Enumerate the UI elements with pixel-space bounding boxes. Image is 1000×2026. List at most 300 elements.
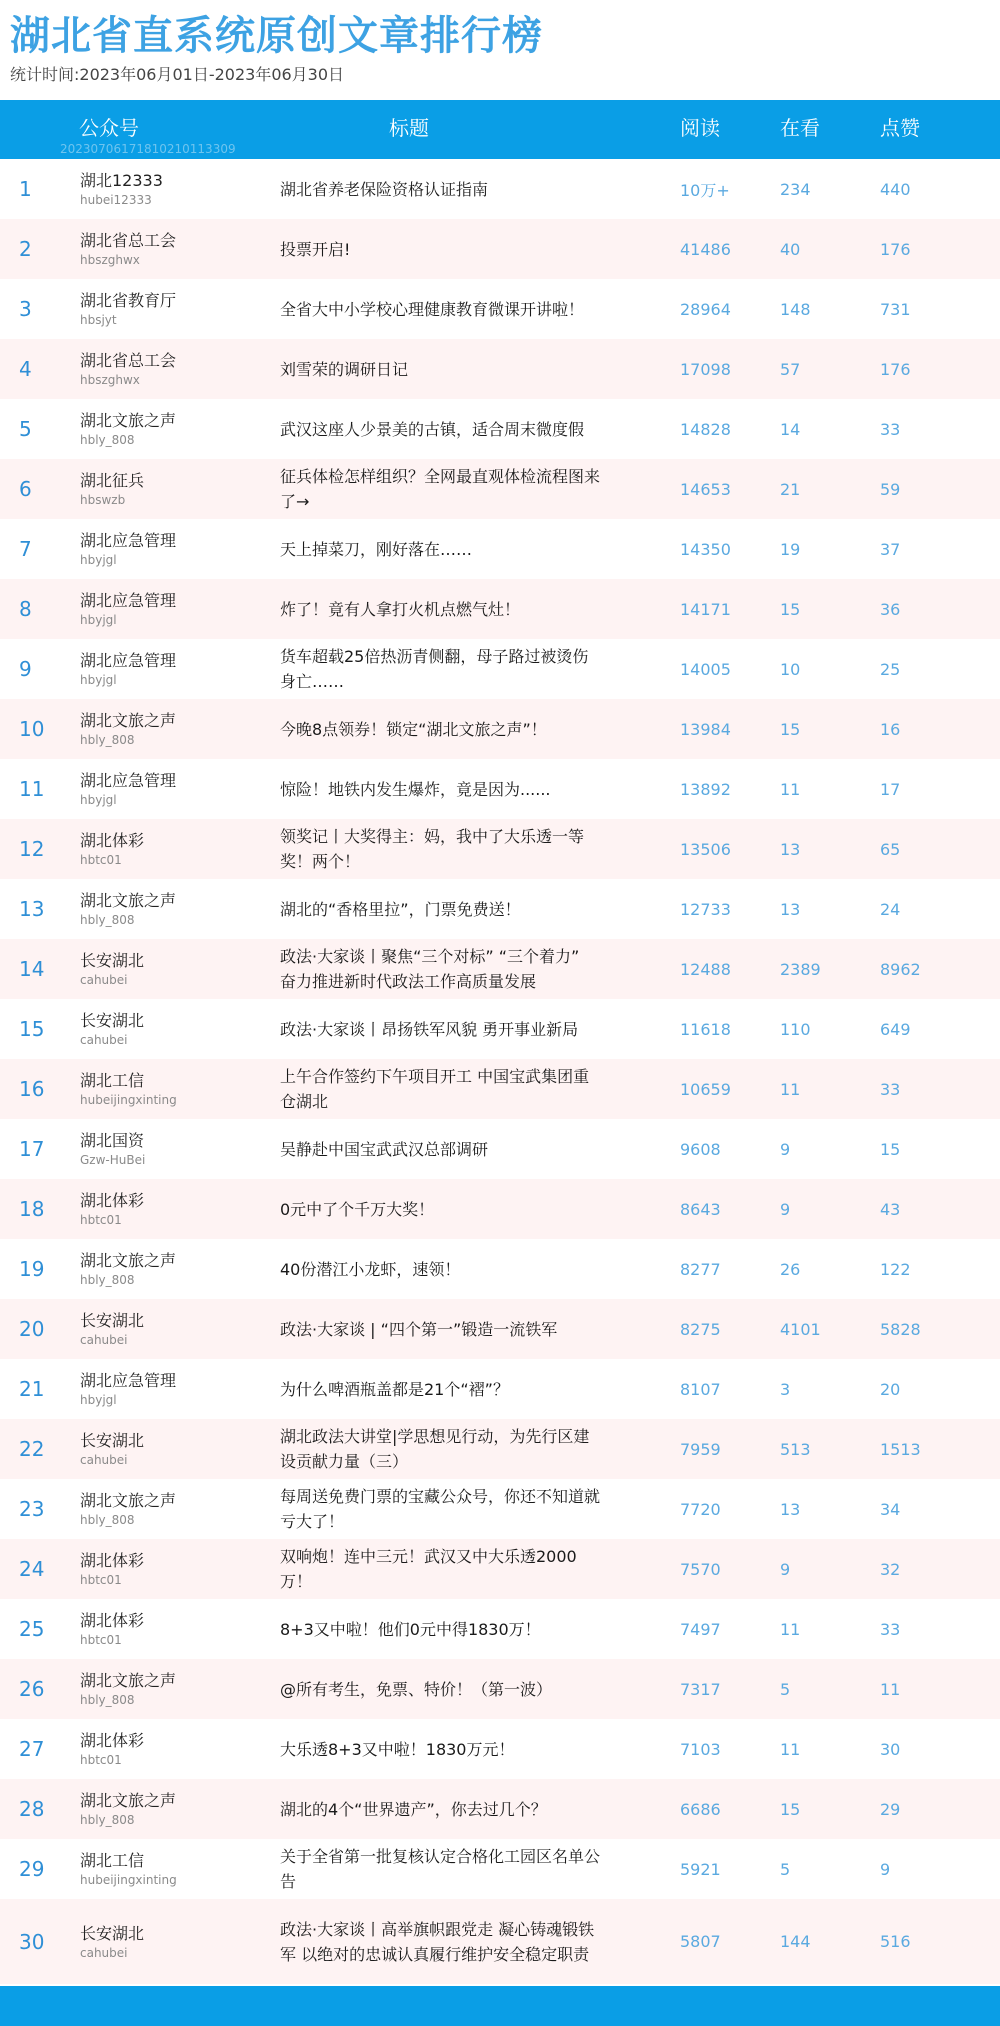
watch-count: 10	[780, 659, 801, 679]
article-title[interactable]: 湖北省养老保险资格认证指南	[280, 179, 489, 199]
article-title[interactable]: 今晚8点领券！锁定“湖北文旅之声”！	[280, 719, 547, 739]
watch-count: 15	[780, 1799, 801, 1819]
article-title[interactable]: 征兵体检怎样组织？全网最直观体检流程图来了→	[280, 467, 601, 511]
like-count: 516	[880, 1932, 911, 1951]
article-title-cell	[280, 999, 600, 1059]
watch-count: 3	[780, 1379, 791, 1399]
read-count: 8275	[680, 1319, 721, 1339]
article-title[interactable]: 0元中了个千万大奖！	[280, 1199, 435, 1219]
account-cell	[80, 939, 144, 999]
table-row[interactable]	[0, 1839, 1000, 1899]
article-title-cell	[280, 1539, 600, 1599]
like-count: 16	[880, 719, 901, 739]
article-title-cell	[280, 219, 600, 279]
account-id: Gzw-HuBei	[80, 1153, 146, 1167]
article-title[interactable]: 湖北政法大讲堂|学思想见行动，为先行区建设贡献力量（三）	[280, 1427, 590, 1471]
ranking-table	[0, 159, 1000, 1984]
table-row[interactable]	[0, 1299, 1000, 1359]
account-name: 湖北文旅之声	[80, 1791, 177, 1810]
read-count: 8643	[680, 1199, 721, 1219]
rank-number: 12	[19, 837, 45, 861]
watch-count: 9	[780, 1559, 791, 1579]
account-cell	[80, 639, 176, 699]
read-count: 8277	[680, 1259, 721, 1279]
article-title[interactable]: 每周送免费门票的宝藏公众号，你还不知道就亏大了！	[280, 1487, 601, 1531]
table-row[interactable]	[0, 1659, 1000, 1719]
like-count: 29	[880, 1799, 901, 1819]
account-id: hbyjgl	[80, 673, 117, 687]
watch-count: 144	[780, 1932, 811, 1951]
account-name: 长安湖北	[80, 1923, 145, 1943]
watch-count: 13	[780, 899, 801, 919]
page-header	[0, 0, 1000, 100]
account-id: hbyjgl	[80, 793, 117, 807]
account-name: 湖北文旅之声	[80, 711, 177, 730]
rank-number: 4	[19, 357, 32, 381]
article-title[interactable]: 全省大中小学校心理健康教育微课开讲啦！	[280, 299, 585, 319]
account-id: hbly_808	[80, 1513, 135, 1527]
account-name: 湖北体彩	[80, 1191, 145, 1210]
table-row[interactable]	[0, 1239, 1000, 1299]
account-cell	[80, 1899, 144, 1984]
column-header-watch: 在看	[780, 116, 820, 140]
article-title[interactable]: 投票开启!	[280, 239, 351, 259]
like-count: 649	[880, 1019, 911, 1039]
like-count: 33	[880, 1079, 901, 1099]
account-id: hbszghwx	[80, 373, 140, 387]
article-title[interactable]: 天上掉菜刀，刚好落在……	[280, 539, 473, 559]
account-id: cahubei	[80, 1945, 128, 1960]
read-count: 17098	[680, 359, 731, 379]
read-count: 14350	[680, 539, 731, 559]
account-cell	[80, 1659, 176, 1719]
read-count: 6686	[680, 1799, 721, 1819]
article-title[interactable]: 领奖记丨大奖得主：妈，我中了大乐透一等奖！两个！	[280, 827, 585, 871]
account-name: 长安湖北	[80, 1011, 145, 1030]
article-title[interactable]: @所有考生，免票、特价！（第一波）	[280, 1679, 553, 1699]
article-title-cell	[280, 159, 600, 219]
account-cell	[80, 999, 144, 1059]
article-title-cell	[280, 459, 600, 519]
read-count: 10659	[680, 1079, 731, 1099]
read-count: 28964	[680, 299, 731, 319]
table-row[interactable]	[0, 1719, 1000, 1779]
rank-number: 2	[19, 237, 32, 261]
read-count: 12488	[680, 959, 731, 979]
rank-number: 1	[19, 177, 32, 201]
watch-count: 9	[780, 1199, 791, 1219]
account-id: hubei12333	[80, 193, 152, 207]
watch-count: 15	[780, 599, 801, 619]
article-title-cell	[280, 879, 600, 939]
watch-count: 9	[780, 1139, 791, 1159]
read-count: 14653	[680, 479, 731, 499]
watch-count: 21	[780, 479, 801, 499]
account-name: 长安湖北	[80, 951, 145, 970]
footer-bar	[0, 1986, 1000, 2026]
rank-number: 6	[19, 477, 32, 501]
like-count: 9	[880, 1859, 891, 1879]
account-cell	[80, 459, 144, 519]
account-cell	[80, 1419, 144, 1479]
read-count: 13892	[680, 779, 731, 799]
like-count: 65	[880, 839, 901, 859]
account-cell	[80, 219, 176, 279]
like-count: 24	[880, 899, 901, 919]
like-count: 33	[880, 1619, 901, 1639]
table-row[interactable]	[0, 1899, 1000, 1984]
watch-count: 11	[780, 779, 801, 799]
read-count: 14005	[680, 659, 731, 679]
like-count: 176	[880, 359, 911, 379]
article-title[interactable]: 8+3又中啦！他们0元中得1830万！	[280, 1619, 541, 1639]
table-row[interactable]	[0, 639, 1000, 699]
table-row[interactable]	[0, 819, 1000, 879]
article-title-cell	[280, 339, 600, 399]
table-row[interactable]	[0, 1479, 1000, 1539]
account-name: 湖北体彩	[80, 831, 145, 850]
rank-number: 28	[19, 1797, 45, 1821]
read-count: 9608	[680, 1139, 721, 1159]
rank-number: 29	[19, 1857, 45, 1881]
read-count: 13984	[680, 719, 731, 739]
like-count: 17	[880, 779, 901, 799]
rank-number: 23	[19, 1497, 45, 1521]
article-title-cell	[280, 1179, 600, 1239]
account-cell	[80, 699, 176, 759]
watch-count: 40	[780, 239, 801, 259]
read-count: 7317	[680, 1679, 721, 1699]
page-title: 湖北省直系统原创文章排行榜	[10, 13, 543, 59]
table-row[interactable]	[0, 699, 1000, 759]
account-cell	[80, 879, 176, 939]
read-count: 11618	[680, 1019, 731, 1039]
account-id: hbly_808	[80, 1813, 135, 1827]
rank-number: 30	[19, 1929, 45, 1954]
rank-number: 14	[19, 957, 45, 981]
account-name: 湖北征兵	[80, 471, 145, 490]
watch-count: 4101	[780, 1319, 821, 1339]
like-count: 176	[880, 239, 911, 259]
table-header	[0, 100, 1000, 159]
watch-count: 5	[780, 1859, 791, 1879]
article-title-cell	[280, 579, 600, 639]
like-count: 20	[880, 1379, 901, 1399]
rank-number: 22	[19, 1437, 45, 1461]
account-cell	[80, 1359, 176, 1419]
account-name: 湖北省总工会	[80, 231, 177, 250]
article-title-cell	[280, 1899, 600, 1984]
account-name: 湖北体彩	[80, 1611, 145, 1630]
account-id: hbyjgl	[80, 553, 117, 567]
like-count: 43	[880, 1199, 901, 1219]
account-cell	[80, 579, 176, 639]
like-count: 122	[880, 1259, 911, 1279]
rank-number: 19	[19, 1257, 45, 1281]
like-count: 34	[880, 1499, 901, 1519]
account-cell	[80, 1239, 176, 1299]
rank-number: 17	[19, 1137, 45, 1161]
rank-number: 24	[19, 1557, 45, 1581]
read-count: 7570	[680, 1559, 721, 1579]
table-row[interactable]	[0, 1059, 1000, 1119]
account-name: 湖北文旅之声	[80, 891, 177, 910]
like-count: 731	[880, 299, 911, 319]
watch-count: 11	[780, 1739, 801, 1759]
rank-number: 13	[19, 897, 45, 921]
read-count: 7497	[680, 1619, 721, 1639]
article-title-cell	[280, 759, 600, 819]
account-name: 湖北应急管理	[80, 651, 177, 670]
article-title-cell	[280, 1719, 600, 1779]
like-count: 30	[880, 1739, 901, 1759]
watch-count: 26	[780, 1259, 801, 1279]
table-row[interactable]	[0, 1779, 1000, 1839]
article-title[interactable]: 政法·大家谈丨聚焦“三个对标” “三个着力” 奋力推进新时代政法工作高质量发展	[280, 947, 580, 991]
read-count: 12733	[680, 899, 731, 919]
account-name: 湖北文旅之声	[80, 1671, 177, 1690]
rank-number: 27	[19, 1737, 45, 1761]
table-row[interactable]	[0, 579, 1000, 639]
watch-count: 13	[780, 839, 801, 859]
account-id: cahubei	[80, 1333, 128, 1347]
article-title[interactable]: 政法·大家谈 | “四个第一”锻造一流铁军	[280, 1319, 558, 1339]
read-count: 7720	[680, 1499, 721, 1519]
account-id: hbyjgl	[80, 613, 117, 627]
table-row[interactable]	[0, 1119, 1000, 1179]
article-title-cell	[280, 939, 600, 999]
rank-number: 10	[19, 717, 45, 741]
account-id: hbsjyt	[80, 313, 117, 327]
account-cell	[80, 759, 176, 819]
read-count: 5921	[680, 1859, 721, 1879]
read-count: 7103	[680, 1739, 721, 1759]
rank-number: 25	[19, 1617, 45, 1641]
account-id: hbtc01	[80, 853, 122, 867]
account-id: hbtc01	[80, 1213, 122, 1227]
account-name: 湖北应急管理	[80, 771, 177, 790]
table-row[interactable]	[0, 999, 1000, 1059]
read-count: 7959	[680, 1439, 721, 1459]
watch-count: 11	[780, 1079, 801, 1099]
article-title-cell	[280, 1299, 600, 1359]
account-name: 湖北文旅之声	[80, 411, 177, 430]
account-id: hbyjgl	[80, 1393, 117, 1407]
account-cell	[80, 819, 144, 879]
account-cell	[80, 279, 176, 339]
table-row[interactable]	[0, 399, 1000, 459]
rank-number: 21	[19, 1377, 45, 1401]
table-row[interactable]	[0, 759, 1000, 819]
table-row[interactable]	[0, 879, 1000, 939]
account-id: hbly_808	[80, 433, 135, 447]
rank-number: 26	[19, 1677, 45, 1701]
watch-count: 19	[780, 539, 801, 559]
read-count: 14171	[680, 599, 731, 619]
watch-count: 14	[780, 419, 801, 439]
table-row[interactable]	[0, 459, 1000, 519]
article-title[interactable]: 炸了！竟有人拿打火机点燃气灶！	[280, 599, 521, 619]
watch-count: 13	[780, 1499, 801, 1519]
read-count: 13506	[680, 839, 731, 859]
account-id: hbly_808	[80, 913, 135, 927]
account-id: hubeijingxinting	[80, 1093, 177, 1107]
read-count: 5807	[680, 1932, 721, 1951]
column-header-read: 阅读	[680, 116, 720, 140]
article-title-cell	[280, 399, 600, 459]
watch-count: 5	[780, 1679, 791, 1699]
table-row[interactable]	[0, 1419, 1000, 1479]
account-id: hbtc01	[80, 1633, 122, 1647]
watch-count: 513	[780, 1439, 811, 1459]
article-title[interactable]: 为什么啤酒瓶盖都是21个“褶”？	[280, 1379, 509, 1399]
article-title-cell	[280, 1839, 600, 1899]
rank-number: 18	[19, 1197, 45, 1221]
like-count: 25	[880, 659, 901, 679]
table-row[interactable]	[0, 1539, 1000, 1599]
account-id: hbly_808	[80, 1693, 135, 1707]
rank-number: 20	[19, 1317, 45, 1341]
table-row[interactable]	[0, 279, 1000, 339]
article-title[interactable]: 货车超载25倍热沥青侧翻，母子路过被烫伤身亡……	[280, 647, 589, 691]
account-name: 湖北省总工会	[80, 351, 177, 370]
rank-number: 9	[19, 657, 32, 681]
watch-count: 15	[780, 719, 801, 739]
account-cell	[80, 1719, 144, 1779]
account-name: 湖北文旅之声	[80, 1251, 177, 1270]
account-name: 湖北应急管理	[80, 531, 177, 550]
like-count: 33	[880, 419, 901, 439]
like-count: 59	[880, 479, 901, 499]
article-title[interactable]: 双响炮！连中三元！武汉又中大乐透2000万！	[280, 1547, 577, 1591]
article-title[interactable]: 武汉这座人少景美的古镇，适合周末微度假	[280, 419, 585, 439]
read-count: 8107	[680, 1379, 721, 1399]
rank-number: 11	[19, 777, 45, 801]
account-name: 湖北应急管理	[80, 591, 177, 610]
watch-count: 148	[780, 299, 811, 319]
account-cell	[80, 1779, 176, 1839]
like-count: 37	[880, 539, 901, 559]
account-name: 湖北应急管理	[80, 1371, 177, 1390]
like-count: 11	[880, 1679, 901, 1699]
watch-count: 110	[780, 1019, 811, 1039]
account-id: hbly_808	[80, 733, 135, 747]
table-row[interactable]	[0, 1359, 1000, 1419]
account-id: hbswzb	[80, 493, 126, 507]
watch-count: 2389	[780, 959, 821, 979]
article-title[interactable]: 上午合作签约下午项目开工 中国宝武集团重仓湖北	[280, 1067, 590, 1111]
article-title-cell	[280, 699, 600, 759]
column-header-account: 公众号	[79, 116, 139, 140]
account-id: hbszghwx	[80, 253, 140, 267]
account-cell	[80, 339, 176, 399]
table-row[interactable]	[0, 939, 1000, 999]
table-row[interactable]	[0, 339, 1000, 399]
table-row[interactable]	[0, 1179, 1000, 1239]
article-title-cell	[280, 1419, 600, 1479]
article-title[interactable]: 吴静赴中国宝武武汉总部调研	[280, 1139, 489, 1159]
account-name: 长安湖北	[80, 1311, 145, 1330]
article-title-cell	[280, 1479, 600, 1539]
rank-number: 7	[19, 537, 32, 561]
account-cell	[80, 1479, 176, 1539]
like-count: 8962	[880, 959, 921, 979]
column-header-title: 标题	[389, 116, 429, 140]
header-id-watermark: 2023070617181021011330​9	[60, 142, 236, 156]
article-title[interactable]: 大乐透8+3又中啦！1830万元！	[280, 1739, 515, 1759]
like-count: 32	[880, 1559, 901, 1579]
watch-count: 234	[780, 179, 811, 199]
account-id: hubeijingxinting	[80, 1873, 177, 1887]
article-title-cell	[280, 639, 600, 699]
article-title-cell	[280, 279, 600, 339]
account-name: 湖北工信	[80, 1071, 145, 1090]
account-name: 湖北体彩	[80, 1551, 145, 1570]
read-count: 10万+	[680, 180, 730, 200]
table-row[interactable]	[0, 519, 1000, 579]
article-title[interactable]: 政法·大家谈丨高举旗帜跟党走 凝心铸魂锻铁军 以绝对的忠诚认真履行维护安全稳定职责	[280, 1919, 595, 1964]
account-name: 湖北工信	[80, 1851, 145, 1870]
account-id: hbly_808	[80, 1273, 135, 1287]
article-title-cell	[280, 819, 600, 879]
table-row[interactable]	[0, 219, 1000, 279]
article-title-cell	[280, 1359, 600, 1419]
account-name: 湖北12333	[80, 171, 163, 190]
account-cell	[80, 1599, 144, 1659]
article-title[interactable]: 湖北的“香格里拉”，门票免费送！	[280, 899, 521, 919]
account-cell	[80, 1179, 144, 1239]
table-row[interactable]	[0, 1599, 1000, 1659]
account-name: 湖北文旅之声	[80, 1491, 177, 1510]
article-title-cell	[280, 1119, 600, 1179]
article-title[interactable]: 刘雪荣的调研日记	[280, 359, 409, 379]
read-count: 14828	[680, 419, 731, 439]
statistics-period: 统计时间:2023年06月01日-2023年06月30日	[10, 65, 345, 84]
rank-number: 8	[19, 597, 32, 621]
rank-number: 5	[19, 417, 32, 441]
account-cell	[80, 159, 163, 219]
account-name: 湖北国资	[80, 1131, 145, 1150]
read-count: 41486	[680, 239, 731, 259]
account-id: cahubei	[80, 1033, 128, 1047]
article-title[interactable]: 惊险！地铁内发生爆炸，竟是因为......	[280, 779, 551, 799]
like-count: 36	[880, 599, 901, 619]
like-count: 440	[880, 179, 911, 199]
article-title[interactable]: 政法·大家谈丨昂扬铁军风貌 勇开事业新局	[280, 1019, 579, 1039]
article-title-cell	[280, 1779, 600, 1839]
table-row[interactable]	[0, 159, 1000, 219]
account-cell	[80, 1119, 145, 1179]
like-count: 1513	[880, 1439, 921, 1459]
article-title-cell	[280, 1059, 600, 1119]
account-id: hbtc01	[80, 1573, 122, 1587]
account-cell	[80, 1539, 144, 1599]
article-title[interactable]: 湖北的4个“世界遗产”，你去过几个？	[280, 1799, 547, 1819]
article-title[interactable]: 关于全省第一批复核认定合格化工园区名单公告	[280, 1847, 601, 1891]
watch-count: 11	[780, 1619, 801, 1639]
account-cell	[80, 1839, 177, 1899]
rank-number: 16	[19, 1077, 45, 1101]
account-cell	[80, 399, 176, 459]
rank-number: 3	[19, 297, 32, 321]
article-title[interactable]: 40份潜江小龙虾，速领！	[280, 1259, 461, 1279]
article-title-cell	[280, 1599, 600, 1659]
like-count: 5828	[880, 1319, 921, 1339]
account-cell	[80, 1059, 177, 1119]
article-title-cell	[280, 1659, 600, 1719]
article-title-cell	[280, 1239, 600, 1299]
account-cell	[80, 1299, 144, 1359]
